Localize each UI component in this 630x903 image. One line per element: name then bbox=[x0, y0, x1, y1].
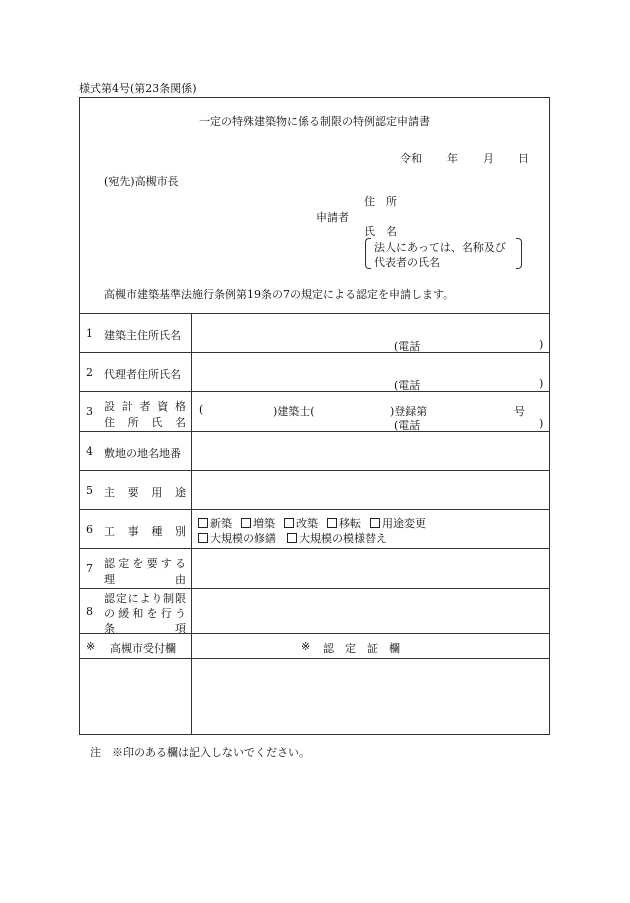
checkbox-icon bbox=[284, 518, 294, 528]
row3-phone: (電話 bbox=[394, 419, 421, 432]
checkbox-icon bbox=[241, 518, 251, 528]
row6-number: 6 bbox=[86, 523, 93, 536]
checkbox-option: 大規模の修繕 bbox=[198, 532, 276, 545]
row1-number: 1 bbox=[86, 327, 93, 340]
date-month: 月 bbox=[483, 152, 494, 165]
form-title: 一定の特殊建築物に係る制限の特例認定申請書 bbox=[199, 115, 430, 128]
corporate-note-line1: 法人にあっては、名称及び bbox=[374, 241, 506, 254]
row8-number: 8 bbox=[86, 605, 93, 618]
row8-label3: 条 項 bbox=[104, 622, 186, 635]
row3-label2: 住 所 氏 名 bbox=[104, 416, 186, 429]
checkbox-icon bbox=[327, 518, 337, 528]
checkbox-option: 増築 bbox=[241, 517, 275, 530]
row6-label: 工 事 種 別 bbox=[104, 525, 186, 538]
checkbox-icon bbox=[198, 518, 208, 528]
row3-label1: 設 計 者 資 格 bbox=[104, 400, 186, 413]
row1-phone: (電話 bbox=[394, 340, 421, 353]
row2-label: 代理者住所氏名 bbox=[104, 368, 181, 381]
row4-number: 4 bbox=[86, 445, 93, 458]
addressee: (宛先)高槻市長 bbox=[104, 175, 179, 188]
row7-label2: 理 由 bbox=[104, 573, 186, 586]
row3-open: ( bbox=[199, 403, 204, 416]
applicant-label: 申請者 bbox=[316, 211, 349, 224]
left-brace bbox=[365, 238, 371, 269]
checkbox-option: 新築 bbox=[198, 517, 232, 530]
checkbox-option: 移転 bbox=[327, 517, 361, 530]
checkbox-option: 大規模の模様替え bbox=[287, 532, 387, 545]
row5-number: 5 bbox=[86, 484, 93, 497]
construction-type-options-2 bbox=[198, 530, 398, 546]
checkbox-icon bbox=[198, 533, 208, 543]
form-number: 様式第4号(第23条関係) bbox=[79, 82, 197, 95]
row7-number: 7 bbox=[86, 562, 93, 575]
row2-phone: (電話 bbox=[394, 379, 421, 392]
application-statement: 高槻市建築基準法施行条例第19条の7の規定による認定を申請します。 bbox=[104, 288, 455, 301]
reception-label: 高槻市受付欄 bbox=[110, 642, 176, 655]
row3-go: 号 bbox=[514, 405, 525, 418]
right-brace bbox=[516, 238, 522, 269]
date-day: 日 bbox=[518, 152, 529, 165]
row1-label: 建築主住所氏名 bbox=[104, 329, 181, 342]
checkbox-icon bbox=[370, 518, 380, 528]
checkbox-option: 用途変更 bbox=[370, 517, 426, 530]
row2-number: 2 bbox=[86, 366, 93, 379]
certification-mark: ※ bbox=[301, 640, 311, 653]
row5-label: 主 要 用 途 bbox=[104, 486, 186, 499]
date-era: 令和 bbox=[400, 152, 422, 165]
row7-label1: 認 定 を 要 す る bbox=[104, 557, 186, 570]
checkbox-icon bbox=[287, 533, 297, 543]
date-year: 年 bbox=[447, 152, 458, 165]
row8-label2: の 緩 和 を 行 う bbox=[104, 607, 186, 620]
row3-number: 3 bbox=[86, 405, 93, 418]
address-label: 住 所 bbox=[364, 195, 397, 208]
row3-registration: )登録第 bbox=[390, 405, 428, 418]
certification-label: 認 定 証 欄 bbox=[323, 642, 400, 655]
footnote: 注 ※印のある欄は記入しないでください。 bbox=[90, 746, 310, 759]
row3-kenchikushi: )建築士( bbox=[273, 405, 315, 418]
checkbox-option: 改築 bbox=[284, 517, 318, 530]
reception-mark: ※ bbox=[86, 640, 96, 653]
corporate-note-line2: 代表者の氏名 bbox=[374, 256, 440, 269]
construction-type-options-1 bbox=[198, 515, 435, 531]
row2-phone-close: ) bbox=[539, 377, 544, 390]
row8-label1: 認 定 に よ り 制 限 bbox=[104, 592, 186, 605]
name-label: 氏 名 bbox=[364, 225, 397, 238]
row3-phone-close: ) bbox=[539, 417, 544, 430]
row4-label: 敷地の地名地番 bbox=[104, 447, 181, 460]
row1-phone-close: ) bbox=[539, 338, 544, 351]
